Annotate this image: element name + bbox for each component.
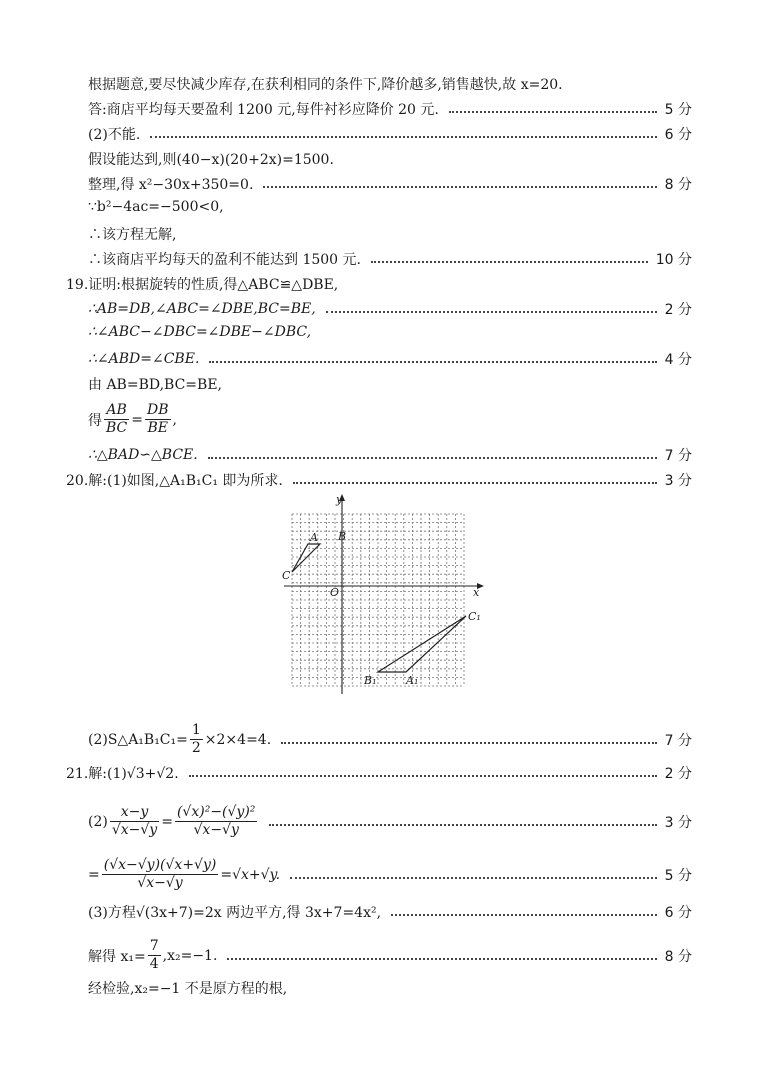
score-mark: 10 分 xyxy=(655,252,692,268)
solution-text: ,x₂=−1. xyxy=(162,947,218,964)
solution-line xyxy=(88,445,692,465)
solution-text: 19.证明:根据旋转的性质,得△ABC≌△DBE, xyxy=(66,277,339,293)
leader-dots xyxy=(293,482,657,484)
score-mark: 3 分 xyxy=(664,473,692,489)
fraction-denominator: √x−√y xyxy=(137,875,183,891)
leader-dots xyxy=(208,457,657,459)
score-mark: 4 分 xyxy=(664,352,692,368)
fraction-numerator: (√x−√y)(√x+√y) xyxy=(103,857,217,873)
solution-text: =√x+√y. xyxy=(220,866,281,883)
leader-dots xyxy=(326,311,657,313)
solution-text: ∴该商店平均每天的盈利不能达到 1500 元. xyxy=(88,252,361,268)
score-mark: 2 分 xyxy=(664,766,692,782)
label-x: x xyxy=(473,586,480,599)
solution-line xyxy=(88,938,692,973)
solution-line xyxy=(88,149,692,169)
fraction-numerator: DB xyxy=(147,402,169,418)
ratio-prefix: 得 xyxy=(88,412,102,429)
solution-text: ∴AB=DB,∠ABC=∠DBE,BC=BE, xyxy=(88,301,316,317)
leader-dots xyxy=(209,361,656,363)
solution-line xyxy=(88,74,692,94)
solution-line xyxy=(88,99,692,119)
solution-text: 答:商店平均每天要盈利 1200 元,每件衬衫应降价 20 元. xyxy=(88,102,439,118)
solution-text: ∴△BAD∽△BCE. xyxy=(88,447,198,463)
solution-text: ∵b²−4ac=−500<0, xyxy=(88,199,224,215)
solution-line xyxy=(88,857,692,892)
fraction xyxy=(110,804,159,839)
leader-dots xyxy=(263,186,656,188)
fraction xyxy=(145,402,171,437)
leader-dots xyxy=(449,111,657,113)
fraction xyxy=(175,804,257,839)
solution-line xyxy=(88,124,692,144)
label-origin: O xyxy=(330,586,340,599)
solution-line xyxy=(88,199,692,215)
leader-dots xyxy=(269,824,656,826)
solution-line xyxy=(66,470,692,490)
solution-text: 根据题意,要尽快减少库存,在获利相同的条件下,降价越多,销售越快,故 x=20. xyxy=(88,77,563,93)
score-mark: 3 分 xyxy=(664,814,692,831)
fraction-denominator: 4 xyxy=(149,956,159,972)
score-mark: 7 分 xyxy=(664,448,692,464)
score-mark: 7 分 xyxy=(664,732,692,749)
solution-line xyxy=(88,349,692,369)
label-a: A xyxy=(310,531,318,544)
fraction xyxy=(104,402,129,437)
score-mark: 8 分 xyxy=(664,948,692,965)
fraction-denominator: 2 xyxy=(191,740,201,756)
score-mark: 6 分 xyxy=(664,127,692,143)
solution-text: ∴∠ABC−∠DBC=∠DBE−∠DBC, xyxy=(88,324,312,340)
fraction xyxy=(102,857,219,892)
fraction-denominator: √x−√y xyxy=(111,822,158,838)
score-mark: 8 分 xyxy=(664,177,692,193)
ratio-suffix: , xyxy=(172,411,177,428)
q2-prefix: (2) xyxy=(88,813,108,830)
solution-text: =4. xyxy=(246,731,272,748)
fraction xyxy=(148,938,161,973)
solution-text: ∴该方程无解, xyxy=(88,227,177,243)
fraction-numerator: 7 xyxy=(149,938,159,954)
label-y: y xyxy=(336,493,343,506)
fraction-denominator: BE xyxy=(147,420,169,436)
score-mark: 5 分 xyxy=(664,102,692,118)
fraction-denominator: BC xyxy=(106,420,128,436)
solution-text: 20.解:(1)如图,△A₁B₁C₁ 即为所求. xyxy=(66,473,283,489)
label-b: B xyxy=(338,530,347,543)
leader-dots xyxy=(227,958,656,960)
solution-line xyxy=(88,224,692,244)
solution-text: 21.解:(1)√3+√2. xyxy=(66,766,179,782)
solution-prefix: 解得 x₁= xyxy=(88,948,146,965)
solution-line: (2) $\frac{x-y}{√x-√y}$ = $\frac{\text{(√x)²−(√y)²}}{√x-√y}$ 3 分 xyxy=(88,804,692,838)
score-mark: 5 分 xyxy=(664,867,692,884)
label-c: C xyxy=(282,569,291,582)
solution-line xyxy=(66,274,692,294)
leader-dots xyxy=(189,775,657,777)
fraction-denominator: √x−√y xyxy=(193,822,239,838)
solution-line: 得 $\frac{AB}{BC}$ = $\frac{DB}{BE}$ , xyxy=(88,402,177,436)
solution-line xyxy=(88,174,692,194)
score-mark: 2 分 xyxy=(664,302,692,318)
solution-line xyxy=(88,374,692,394)
solution-line xyxy=(88,249,692,269)
solution-line xyxy=(88,978,692,998)
leader-dots xyxy=(281,742,656,744)
fraction-numerator: AB xyxy=(104,402,129,420)
leader-dots xyxy=(371,261,648,263)
q2b-prefix: = xyxy=(88,866,100,883)
solution-line xyxy=(66,763,692,783)
solution-text: 整理,得 x²−30x+350=0. xyxy=(88,177,254,193)
triangle-a1b1c1 xyxy=(378,616,466,672)
fraction-numerator: (√x)²−(√y)² xyxy=(176,804,256,820)
solution-text: (3)方程√(3x+7)=2x 两边平方,得 3x+7=4x², xyxy=(88,905,382,921)
solution-line xyxy=(88,902,692,922)
area-prefix: (2)S△A₁B₁C₁= xyxy=(88,731,188,748)
area-mid: ×2×4 xyxy=(204,731,247,748)
leader-dots xyxy=(290,877,657,879)
fraction xyxy=(190,722,203,757)
coordinate-grid-figure xyxy=(280,492,486,698)
label-c1: C₁ xyxy=(468,610,481,623)
fraction-numerator: x−y xyxy=(110,804,159,822)
solution-text: 经检验,x₂=−1 不是原方程的根, xyxy=(88,981,288,997)
solution-line xyxy=(88,299,692,319)
leader-dots xyxy=(391,914,657,916)
leader-dots xyxy=(150,136,656,138)
label-a1: A₁ xyxy=(406,674,419,687)
solution-text: (2)不能. xyxy=(88,127,141,143)
solution-text: 由 AB=BD,BC=BE, xyxy=(88,377,222,393)
score-mark: 6 分 xyxy=(664,905,692,921)
solution-line xyxy=(88,324,692,340)
fraction-numerator: 1 xyxy=(191,722,201,738)
solution-line xyxy=(88,722,692,757)
solution-text: ∴∠ABD=∠CBE. xyxy=(88,351,200,367)
label-b1: B₁ xyxy=(364,674,377,687)
solution-text: 假设能达到,则(40−x)(20+2x)=1500. xyxy=(88,152,334,168)
